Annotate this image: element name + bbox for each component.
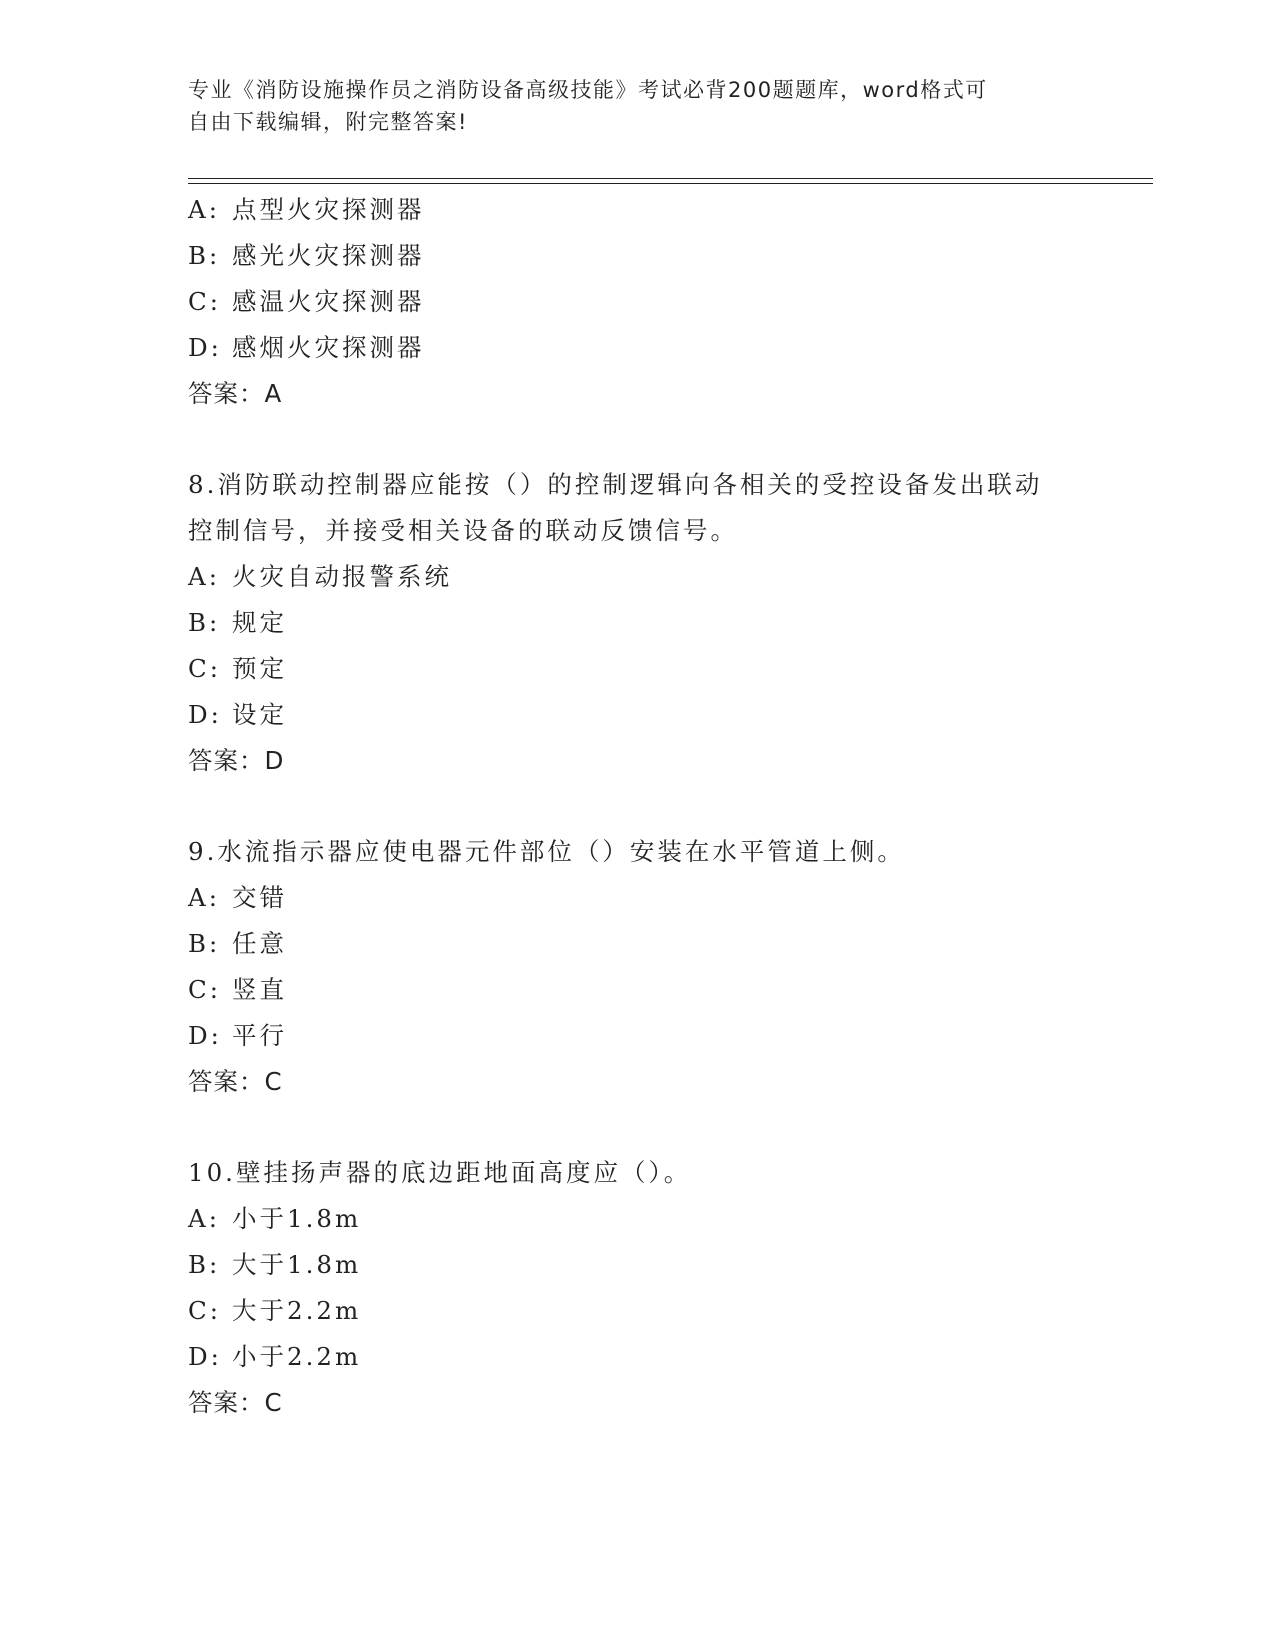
option-row (188, 875, 1108, 921)
option-text: 设定 (232, 700, 287, 729)
option-row (188, 325, 1108, 371)
option-row (188, 1196, 1108, 1242)
question-block-7 (188, 187, 1108, 417)
option-letter: A: (188, 1204, 220, 1233)
answer-line: 答案：D (188, 746, 285, 775)
header-line-1: 专业《消防设施操作员之消防设备高级技能》考试必背200题题库，word格式可 (188, 78, 988, 102)
option-letter: D: (188, 1342, 222, 1371)
option-row (188, 1288, 1108, 1334)
option-text: 大于1.8m (232, 1250, 362, 1279)
option-letter: D: (188, 1021, 222, 1050)
header-divider-bottom (188, 183, 1153, 184)
option-row (188, 187, 1108, 233)
question-stem: 9.水流指示器应使电器元件部位（）安装在水平管道上侧。 (188, 837, 905, 866)
option-row (188, 233, 1108, 279)
option-text: 感光火灾探测器 (232, 241, 425, 270)
option-text: 预定 (232, 654, 287, 683)
option-text: 火灾自动报警系统 (232, 562, 452, 591)
option-text: 小于2.2m (232, 1342, 362, 1371)
option-letter: D: (188, 333, 222, 362)
option-text: 小于1.8m (232, 1204, 362, 1233)
question-block-8 (188, 462, 1108, 784)
option-letter: C: (188, 975, 222, 1004)
option-text: 交错 (232, 883, 287, 912)
option-row (188, 279, 1108, 325)
header-divider-top (188, 178, 1153, 179)
option-letter: B: (188, 1250, 221, 1279)
question-block-10 (188, 1150, 1108, 1426)
option-letter: A: (188, 883, 220, 912)
answer-line: 答案：C (188, 1067, 283, 1096)
option-text: 点型火灾探测器 (232, 195, 425, 224)
option-text: 感烟火灾探测器 (232, 333, 425, 362)
question-list (188, 187, 1108, 1426)
option-row (188, 554, 1108, 600)
option-letter: D: (188, 700, 222, 729)
option-row (188, 967, 1108, 1013)
answer-line: 答案：C (188, 1388, 283, 1417)
option-letter: B: (188, 929, 221, 958)
option-row (188, 1334, 1108, 1380)
option-letter: C: (188, 654, 222, 683)
header-line-2: 自由下载编辑，附完整答案! (188, 110, 468, 134)
option-row (188, 646, 1108, 692)
option-text: 感温火灾探测器 (232, 287, 425, 316)
question-stem: 10.壁挂扬声器的底边距地面高度应（）。 (188, 1158, 692, 1187)
option-text: 大于2.2m (232, 1296, 362, 1325)
option-row (188, 921, 1108, 967)
answer-line: 答案：A (188, 379, 283, 408)
option-letter: B: (188, 608, 221, 637)
option-text: 任意 (232, 929, 287, 958)
option-letter: A: (188, 562, 220, 591)
option-letter: A: (188, 195, 220, 224)
option-text: 竖直 (232, 975, 287, 1004)
option-text: 平行 (232, 1021, 287, 1050)
option-row (188, 1242, 1108, 1288)
option-row (188, 1013, 1108, 1059)
option-text: 规定 (232, 608, 287, 637)
option-letter: C: (188, 287, 222, 316)
option-row (188, 600, 1108, 646)
option-letter: C: (188, 1296, 222, 1325)
question-stem: 8.消防联动控制器应能按（）的控制逻辑向各相关的受控设备发出联动控制信号，并接受相关设备的联动反馈信号。 (188, 470, 1043, 545)
option-letter: B: (188, 241, 221, 270)
question-block-9 (188, 829, 1108, 1105)
document-header (188, 74, 1088, 138)
option-row (188, 692, 1108, 738)
